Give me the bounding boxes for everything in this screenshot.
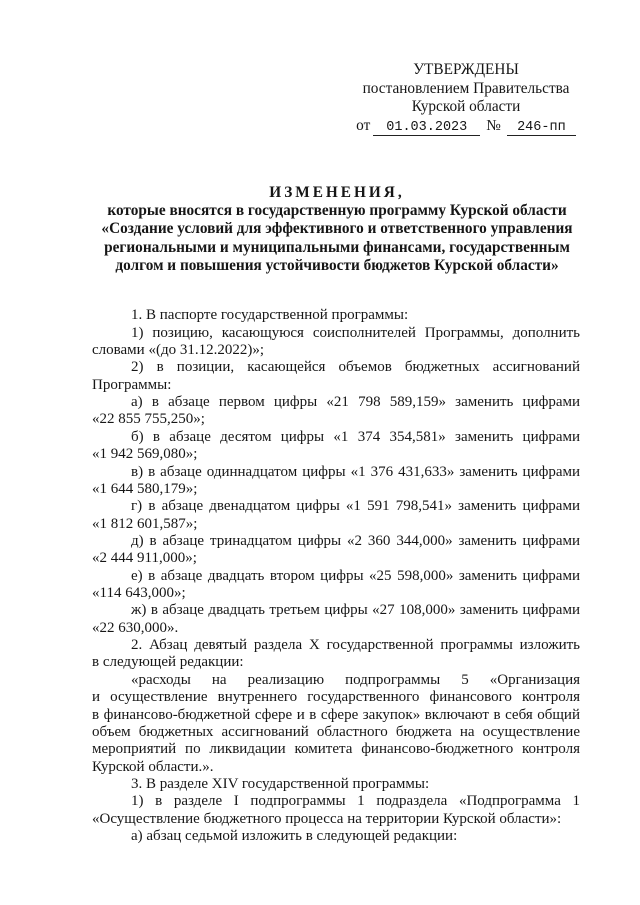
subtitle-line: долгом и повышения устойчивости бюджетов Курской области» xyxy=(115,256,559,274)
approval-stamp xyxy=(346,61,586,135)
subitem-text-line: ж) в абзаце двадцать третьем цифры «27 108,000» заменить цифрами xyxy=(131,602,580,619)
subitem-text-line: г) в абзаце двенадцатом цифры «1 591 798,541» заменить цифрами xyxy=(131,498,580,515)
approval-line-2: Курской области xyxy=(411,98,521,116)
approval-title: УТВЕРЖДЕНЫ xyxy=(413,61,519,78)
subitem-text-line: а) в абзаце первом цифры «21 798 589,159» заменить цифрами xyxy=(131,394,580,411)
approval-line-1: постановлением Правительства xyxy=(362,79,570,97)
section-2-text-line: в следующей редакции: xyxy=(92,654,244,671)
item-text-line: словами «(до 31.12.2022)»; xyxy=(92,342,264,359)
quoted-text-line: в финансово-бюджетной сфере и в сфере закупок» включают в себя общий xyxy=(92,706,580,723)
item-text-line: 2) в позиции, касающейся объемов бюджетных ассигнований xyxy=(131,359,580,376)
subitem-value: «22 855 755,250»; xyxy=(92,411,205,428)
quoted-text-line: объем бюджетных ассигнований областного бюджета на осуществление xyxy=(92,723,580,740)
document-body xyxy=(92,307,580,845)
subitem-text-line: б) в абзаце десятом цифры «1 374 354,581» заменить цифрами xyxy=(131,428,580,445)
number-label: № xyxy=(486,116,501,134)
quoted-text-line: Курской области.». xyxy=(92,758,214,775)
subitem-text-line: д) в абзаце тринадцатом цифры «2 360 344,000» заменить цифрами xyxy=(131,532,580,549)
subitem-value: «2 444 911,000»; xyxy=(92,550,197,567)
subitem-value: «1 812 601,587»; xyxy=(92,515,198,532)
quoted-text-line: и осуществление внутреннего государственного финансового контроля xyxy=(92,689,580,706)
item-text-line: 1) позицию, касающуюся соисполнителей Программы, дополнить xyxy=(131,324,580,341)
from-label: от xyxy=(356,116,371,134)
subitem-text-line: е) в абзаце двадцать втором цифры «25 598,000» заменить цифрами xyxy=(131,567,580,584)
subitem-value: «1 942 569,080»; xyxy=(92,446,198,463)
decree-number: 246-пп xyxy=(507,120,576,136)
subtitle-line: региональными и муниципальными финансами, государственным xyxy=(104,238,570,256)
quoted-text-line: мероприятий по ликвидации комитета финансово-бюджетного контроля xyxy=(92,741,580,758)
section-1-heading: 1. В паспорте государственной программы: xyxy=(131,307,409,324)
subitem-value: «22 630,000». xyxy=(92,619,179,636)
item-text-line: «Осуществление бюджетного процесса на территории Курской области»: xyxy=(92,810,562,827)
quoted-text-line: «расходы на реализацию подпрограммы 5 «Организация xyxy=(131,671,580,688)
item-text-line: 1) в разделе I подпрограммы 1 подраздела «Подпрограмма 1 xyxy=(131,793,580,810)
subtitle-line: «Создание условий для эффективного и ответственного управления xyxy=(101,220,573,238)
subitem-text-line: а) абзац седьмой изложить в следующей редакции: xyxy=(131,828,458,845)
approval-date-number xyxy=(346,117,586,136)
item-text-line: Программы: xyxy=(92,376,172,393)
subitem-text-line: в) в абзаце одиннадцатом цифры «1 376 431,633» заменить цифрами xyxy=(131,463,580,480)
subitem-value: «1 644 580,179»; xyxy=(92,480,198,497)
document-heading xyxy=(92,184,582,275)
document-title: ИЗМЕНЕНИЯ, xyxy=(269,184,405,201)
section-2-text-line: 2. Абзац девятый раздела X государственной программы изложить xyxy=(131,637,580,654)
subtitle-line: которые вносятся в государственную программу Курской области xyxy=(107,202,567,220)
subitem-value: «114 643,000»; xyxy=(92,585,186,602)
section-3-heading: 3. В разделе XIV государственной программы: xyxy=(131,776,430,792)
decree-date: 01.03.2023 xyxy=(373,120,480,136)
